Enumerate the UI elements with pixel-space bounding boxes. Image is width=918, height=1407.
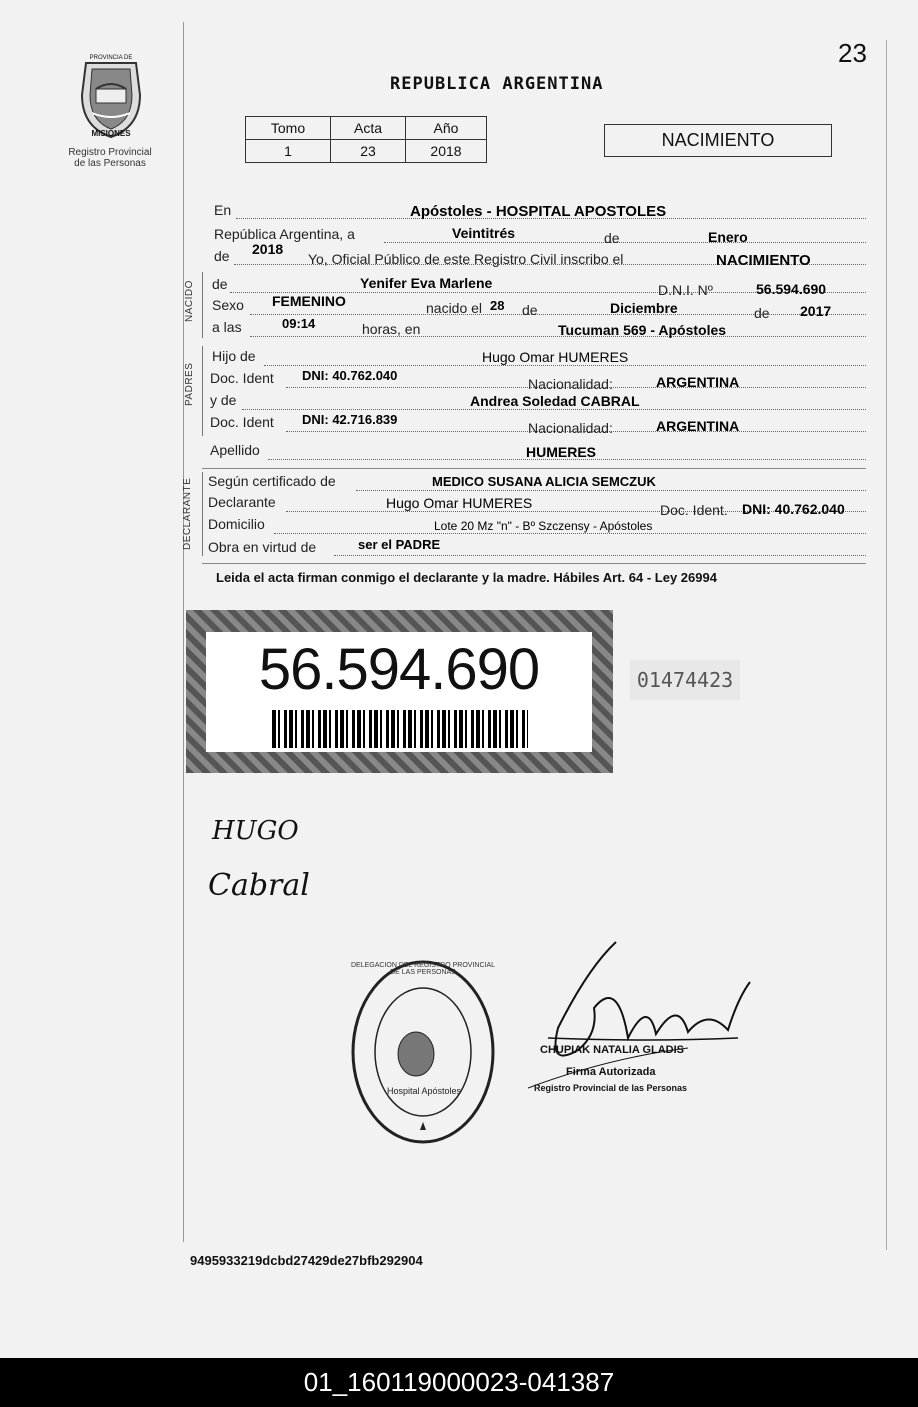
registry-line2: de las Personas — [74, 158, 146, 169]
label-yo: Yo, Oficial Público de este Registro Civil inscribo el — [308, 251, 624, 267]
value-anio: 2018 — [252, 241, 284, 257]
seal-outer-text: DELEGACION DEL REGISTRO PROVINCIAL DE LAS PERSONAS — [350, 962, 496, 976]
value-anio: 2018 — [406, 140, 487, 163]
label-nacido-el: nacido el — [426, 300, 483, 316]
value-declarante: Hugo Omar HUMERES — [386, 495, 533, 511]
value-certificado: MEDICO SUSANA ALICIA SEMCZUK — [432, 474, 656, 489]
label-dni: D.N.I. Nº — [658, 282, 713, 298]
signatory-name: CHUPIAK NATALIA GLADIS — [540, 1044, 685, 1056]
logo-top-text: PROVINCIA DE — [89, 55, 133, 61]
label-segun: Según certificado de — [208, 473, 336, 489]
handwritten-first-name: HUGO — [212, 816, 299, 846]
header-acta: Acta — [331, 117, 406, 140]
value-dia: Veintitrés — [452, 225, 516, 241]
value-declarante-dni: DNI: 40.762.040 — [742, 501, 845, 517]
seal-inner-text: Hospital Apóstoles — [386, 1086, 462, 1096]
value-acta: 23 — [331, 140, 406, 163]
value-padre-nac: ARGENTINA — [656, 374, 740, 390]
value-sexo: FEMENINO — [272, 293, 346, 309]
line-padre — [264, 365, 866, 366]
logo-bottom-text: MISIONES — [91, 129, 131, 138]
signatory-role: Firma Autorizada — [566, 1066, 656, 1078]
official-seal — [350, 958, 496, 1146]
record-table — [245, 116, 487, 163]
label-de2: de — [214, 248, 230, 264]
label-de4: de — [522, 302, 538, 318]
label-nacionalidad2: Nacionalidad: — [528, 420, 613, 436]
side-label-nacido: NACIDO — [184, 280, 195, 322]
label-en: En — [214, 202, 232, 218]
label-de1: de — [604, 230, 620, 246]
value-dni: 56.594.690 — [756, 281, 827, 297]
label-de3: de — [212, 276, 228, 292]
closing-statement: Leida el acta firman conmigo el declarante y la madre. Hábiles Art. 64 - Ley 26994 — [216, 570, 717, 585]
value-mes: Enero — [708, 229, 748, 245]
label-apellido: Apellido — [210, 442, 260, 458]
label-declarante: Declarante — [208, 494, 276, 510]
footer-code: 01_160119000023-041387 — [0, 1358, 918, 1407]
label-de5: de — [754, 305, 770, 321]
value-hora: 09:14 — [282, 316, 316, 331]
barcode-bars — [272, 710, 528, 748]
padres-bar — [202, 346, 203, 436]
declarante-bar — [202, 472, 203, 556]
divider-obra — [202, 563, 866, 564]
value-domicilio: Lote 20 Mz "n" - Bº Szczensy - Apóstoles — [434, 519, 653, 533]
side-label-padres: PADRES — [184, 362, 195, 406]
value-nombre: Yenifer Eva Marlene — [360, 275, 493, 291]
signatory-org: Registro Provincial de las Personas — [534, 1083, 688, 1093]
value-obra: ser el PADRE — [358, 537, 441, 552]
label-domicilio: Domicilio — [208, 516, 265, 532]
label-horas-en: horas, en — [362, 321, 421, 337]
registry-line1: Registro Provincial — [68, 147, 152, 158]
label-y-de: y de — [210, 392, 237, 408]
page-number: 23 — [838, 38, 867, 68]
value-tomo: 1 — [246, 140, 331, 163]
value-madre-dni: DNI: 42.716.839 — [302, 412, 398, 427]
registry-name — [50, 147, 170, 169]
line-republica — [384, 242, 866, 243]
value-lugar-nac: Tucuman 569 - Apóstoles — [558, 322, 727, 338]
side-label-declarante: DECLARANTE — [182, 477, 193, 550]
left-margin-line — [183, 22, 184, 1242]
label-doc-ident3: Doc. Ident. — [660, 502, 728, 518]
value-madre: Andrea Soledad CABRAL — [470, 393, 640, 409]
divider-apellido — [202, 468, 866, 469]
value-nac-anio: 2017 — [800, 303, 832, 319]
value-nac-dia: 28 — [490, 298, 505, 313]
document-title: REPUBLICA ARGENTINA — [390, 74, 604, 94]
line-domicilio — [274, 533, 866, 534]
line-sexo — [250, 314, 866, 315]
label-nacionalidad1: Nacionalidad: — [528, 376, 613, 392]
value-padre-dni: DNI: 40.762.040 — [302, 368, 398, 383]
right-margin-line — [886, 40, 887, 1250]
province-logo — [72, 55, 150, 141]
label-doc-ident2: Doc. Ident — [210, 414, 274, 430]
line-madre — [242, 409, 866, 410]
label-a-las: a las — [212, 319, 242, 335]
header-tomo: Tomo — [246, 117, 331, 140]
stamp-number: 01474423 — [630, 660, 740, 700]
label-obra: Obra en virtud de — [208, 539, 317, 555]
barcode-number: 56.594.690 — [258, 637, 540, 702]
label-republica: República Argentina, a — [214, 226, 355, 242]
line-obra — [334, 555, 866, 556]
label-doc-ident1: Doc. Ident — [210, 370, 274, 386]
value-padre: Hugo Omar HUMERES — [482, 349, 629, 365]
value-apellido: HUMERES — [526, 444, 597, 460]
value-acto: NACIMIENTO — [716, 252, 811, 269]
document-hash: 9495933219dcbd27429de27bfb292904 — [190, 1253, 423, 1268]
barcode-label — [186, 610, 613, 773]
label-hijo-de: Hijo de — [212, 348, 256, 364]
header-anio: Año — [406, 117, 487, 140]
line-certificado — [356, 490, 866, 491]
value-nac-mes: Diciembre — [610, 300, 678, 316]
value-lugar: Apóstoles - HOSPITAL APOSTOLES — [410, 203, 667, 220]
label-sexo: Sexo — [212, 297, 244, 313]
handwritten-surname: Cabral — [208, 868, 310, 903]
value-madre-nac: ARGENTINA — [656, 418, 740, 434]
record-type-box: NACIMIENTO — [604, 124, 832, 157]
nacido-bar — [202, 272, 203, 338]
barcode-inner — [206, 632, 592, 752]
